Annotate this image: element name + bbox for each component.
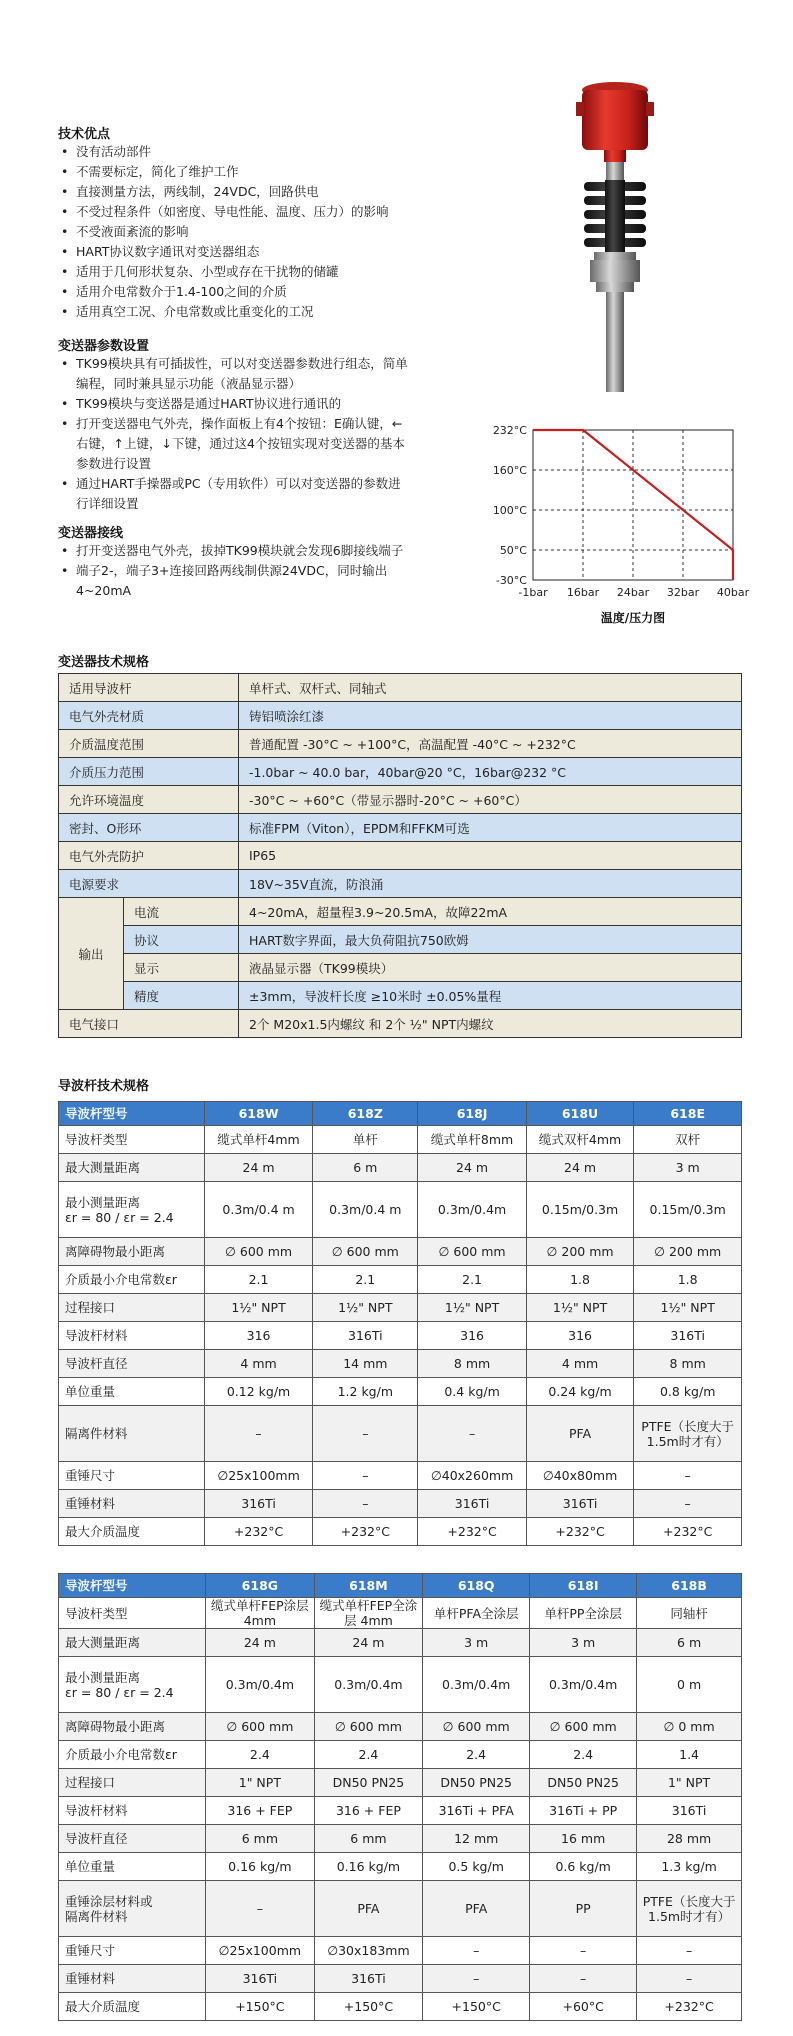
spec-output-row <box>59 926 742 954</box>
guide-cell: 单杆 <box>313 1126 418 1154</box>
guide-cell: 8 mm <box>418 1350 526 1378</box>
guide-cell: 24 m <box>526 1154 634 1182</box>
guide-cell: 2.4 <box>314 1741 423 1769</box>
guide-cell: +232°C <box>418 1518 526 1546</box>
guide-row <box>59 1490 742 1518</box>
guide-cell: 6 mm <box>314 1825 423 1853</box>
spec-value: IP65 <box>239 842 742 870</box>
guide-cell: 双杆 <box>634 1126 742 1154</box>
guide-row <box>59 1154 742 1182</box>
guide-cell: 0.15m/0.3m <box>526 1182 634 1238</box>
guide-cell: 0.3m/0.4 m <box>204 1182 312 1238</box>
guide-model-header: 618B <box>637 1574 742 1598</box>
guide-header-label: 导波杆型号 <box>59 1574 206 1598</box>
guide-cell: 0.3m/0.4m <box>423 1657 530 1713</box>
guide-cell: – <box>204 1406 312 1462</box>
guide-cell: +232°C <box>637 1993 742 2021</box>
guide-cell: +232°C <box>313 1518 418 1546</box>
guide-cell: ∅ 200 mm <box>526 1238 634 1266</box>
chart-x-tick-label: 24bar <box>616 586 650 599</box>
spec-row <box>59 730 742 758</box>
param-item: • TK99模块与变送器是通过HART协议进行通讯的 <box>58 394 408 414</box>
guide-cell: 4 mm <box>526 1350 634 1378</box>
guide-cell: ∅ 0 mm <box>637 1713 742 1741</box>
guide-row-label: 导波杆类型 <box>59 1126 205 1154</box>
guide-cell: 缆式双杆4mm <box>526 1126 634 1154</box>
guide-cell: 1.3 kg/m <box>637 1853 742 1881</box>
temp-pressure-chart <box>465 420 750 630</box>
guide-cell: ∅ 600 mm <box>423 1713 530 1741</box>
spec-key: 协议 <box>124 926 239 954</box>
guide-cell: 单杆PFA全涂层 <box>423 1598 530 1629</box>
guide-cell: – <box>423 1937 530 1965</box>
guide-cell: – <box>637 1965 742 1993</box>
guide-cell: 24 m <box>418 1154 526 1182</box>
guide-cell: 24 m <box>206 1629 315 1657</box>
guide-cell: 0.3m/0.4m <box>206 1657 315 1713</box>
guide-cell: 316Ti <box>313 1322 418 1350</box>
spec-value: -1.0bar ~ 40.0 bar，40bar@20 °C，16bar@232 °C <box>239 758 742 786</box>
guide-cell: PFA <box>526 1406 634 1462</box>
spec-value: 铸铝喷涂红漆 <box>239 702 742 730</box>
guide-row-label: 最大介质温度 <box>59 1993 206 2021</box>
guide-cell: ∅ 600 mm <box>418 1238 526 1266</box>
guide-cell: ∅ 200 mm <box>634 1238 742 1266</box>
spec-key: 允许环境温度 <box>59 786 239 814</box>
guide-row <box>59 1993 742 2021</box>
guide-cell: PP <box>530 1881 637 1937</box>
spec-value: 标准FPM（Viton），EPDM和FFKM可选 <box>239 814 742 842</box>
spec-key: 显示 <box>124 954 239 982</box>
chart-x-tick-label: 32bar <box>666 586 700 599</box>
guide-row-label: 重锤涂层材料或 隔离件材料 <box>59 1881 206 1937</box>
spec-key: 密封、O形环 <box>59 814 239 842</box>
spec-value: 2个 M20x1.5内螺纹 和 2个 ½" NPT内螺纹 <box>239 1010 742 1038</box>
param-item: • TK99模块具有可插拔性，可以对变送器参数进行组态，简单编程，同时兼具显示功能（液晶显示器） <box>58 354 408 394</box>
guide-cell: 316Ti <box>634 1322 742 1350</box>
guide-cell: – <box>530 1965 637 1993</box>
guide-cell: 2.4 <box>530 1741 637 1769</box>
guide-cell: 316Ti <box>418 1490 526 1518</box>
guide-row <box>59 1182 742 1238</box>
guide-cell: 16 mm <box>530 1825 637 1853</box>
guide-cell: – <box>206 1881 315 1937</box>
chart-y-tick-label: 232°C <box>492 424 527 437</box>
spec-output-row <box>59 982 742 1010</box>
guide-cell: 1.4 <box>637 1741 742 1769</box>
guide-cell: +150°C <box>423 1993 530 2021</box>
guide-cell: 0.3m/0.4m <box>418 1182 526 1238</box>
spec-row <box>59 842 742 870</box>
guide-row-label: 重锤材料 <box>59 1490 205 1518</box>
guide-cell: PTFE（长度大于1.5m时才有） <box>634 1406 742 1462</box>
guide-model-header: 618Q <box>423 1574 530 1598</box>
guide-cell: 同轴杆 <box>637 1598 742 1629</box>
spec-row <box>59 674 742 702</box>
guide-row <box>59 1657 742 1713</box>
guide-cell: 0.16 kg/m <box>206 1853 315 1881</box>
guide-table-2 <box>58 1573 742 2021</box>
guide-cell: 0.3m/0.4m <box>314 1657 423 1713</box>
guide-row-label: 单位重量 <box>59 1853 206 1881</box>
guide-row <box>59 1965 742 1993</box>
spec-table <box>58 673 742 1038</box>
guide-cell: PFA <box>314 1881 423 1937</box>
guide-cell: 1.8 <box>526 1266 634 1294</box>
guide-cell: 0.4 kg/m <box>418 1378 526 1406</box>
guide-cell: +150°C <box>206 1993 315 2021</box>
guide-row <box>59 1462 742 1490</box>
advantage-item: • 适用介电常数介于1.4-100之间的介质 <box>58 282 488 302</box>
guide-cell: 0 m <box>637 1657 742 1713</box>
guide-cell: 316Ti + PFA <box>423 1797 530 1825</box>
spec-value: -30°C ~ +60°C（带显示器时-20°C ~ +60°C） <box>239 786 742 814</box>
advantage-item: • 直接测量方法，两线制，24VDC，回路供电 <box>58 182 488 202</box>
guide-cell: 28 mm <box>637 1825 742 1853</box>
spec-row <box>59 786 742 814</box>
spec-output-row <box>59 954 742 982</box>
spec-row <box>59 702 742 730</box>
product-image <box>560 80 670 400</box>
guide-row <box>59 1378 742 1406</box>
guide-cell: 6 mm <box>206 1825 315 1853</box>
chart-y-tick-label: 100°C <box>492 504 527 517</box>
spec-value: 普通配置 -30°C ~ +100°C，高温配置 -40°C ~ +232°C <box>239 730 742 758</box>
guide-cell: 12 mm <box>423 1825 530 1853</box>
guide-cell: ∅ 600 mm <box>206 1713 315 1741</box>
spec-key: 电气接口 <box>59 1010 239 1038</box>
guide-header-label: 导波杆型号 <box>59 1102 205 1126</box>
guide-row <box>59 1598 742 1629</box>
spec-value: 液晶显示器（TK99模块） <box>239 954 742 982</box>
spec-value: 18V~35V直流，防浪涌 <box>239 870 742 898</box>
guide-cell: 316 <box>526 1322 634 1350</box>
guide-row-label: 介质最小介电常数εr <box>59 1741 206 1769</box>
guide-cell: ∅40x80mm <box>526 1462 634 1490</box>
guide-cell: 0.6 kg/m <box>530 1853 637 1881</box>
guide-cell: – <box>313 1490 418 1518</box>
guide-cell: ∅ 600 mm <box>314 1713 423 1741</box>
guide-row <box>59 1769 742 1797</box>
spec-key: 电流 <box>124 898 239 926</box>
params-list <box>58 354 408 514</box>
guide-cell: 0.16 kg/m <box>314 1853 423 1881</box>
param-item: • 打开变送器电气外壳，操作面板上有4个按钮：E确认键，←右键，↑上键，↓下键，通过这4个按钮实现对变送器的基本参数进行设置 <box>58 414 408 474</box>
guide-row-label: 最大测量距离 <box>59 1154 205 1182</box>
guide-cell: 3 m <box>423 1629 530 1657</box>
guide-row <box>59 1713 742 1741</box>
guide-header-row <box>59 1102 742 1126</box>
guide-cell: – <box>634 1490 742 1518</box>
guide-cell: 316 + FEP <box>206 1797 315 1825</box>
chart-x-tick-label: 40bar <box>716 586 750 599</box>
guide-row <box>59 1238 742 1266</box>
guide-cell: 316Ti <box>314 1965 423 1993</box>
guide-cell: ∅25x100mm <box>206 1937 315 1965</box>
wiring-title: 变送器接线 <box>58 526 124 541</box>
spec-key: 电源要求 <box>59 870 239 898</box>
guide-table-1 <box>58 1101 742 1546</box>
spec-value: ±3mm，导波杆长度 ≥10米时 ±0.05%量程 <box>239 982 742 1010</box>
guide-cell: 0.3m/0.4 m <box>313 1182 418 1238</box>
wiring-list <box>58 541 408 601</box>
guide-row <box>59 1741 742 1769</box>
spec-value: 4~20mA，超量程3.9~20.5mA，故障22mA <box>239 898 742 926</box>
advantage-item: • 没有活动部件 <box>58 142 488 162</box>
guide-cell: 1½" NPT <box>313 1294 418 1322</box>
guide-row <box>59 1322 742 1350</box>
spec-key: 介质压力范围 <box>59 758 239 786</box>
guide-row <box>59 1406 742 1462</box>
guide-cell: 14 mm <box>313 1350 418 1378</box>
guide-model-header: 618G <box>206 1574 315 1598</box>
guide-row-label: 隔离件材料 <box>59 1406 205 1462</box>
guide-cell: 0.5 kg/m <box>423 1853 530 1881</box>
guide-row-label: 过程接口 <box>59 1769 206 1797</box>
guide-row-label: 单位重量 <box>59 1378 205 1406</box>
guide-cell: – <box>313 1462 418 1490</box>
advantages-list <box>58 142 488 322</box>
guide-cell: 24 m <box>314 1629 423 1657</box>
guide-cell: 316 <box>204 1322 312 1350</box>
guide-model-header: 618Z <box>313 1102 418 1126</box>
guide-cell: ∅ 600 mm <box>204 1238 312 1266</box>
guide-cell: 6 m <box>313 1154 418 1182</box>
spec-row <box>59 870 742 898</box>
guide-cell: PFA <box>423 1881 530 1937</box>
guide-row-label: 最小测量距离 εr = 80 / εr = 2.4 <box>59 1182 205 1238</box>
guide-cell: 1½" NPT <box>204 1294 312 1322</box>
guide-cell: 1" NPT <box>637 1769 742 1797</box>
guide-row <box>59 1825 742 1853</box>
guide-row-label: 最小测量距离 εr = 80 / εr = 2.4 <box>59 1657 206 1713</box>
guide-title: 导波杆技术规格 <box>58 1079 150 1094</box>
guide-cell: – <box>637 1937 742 1965</box>
guide-row-label: 重锤尺寸 <box>59 1937 206 1965</box>
guide-cell: 8 mm <box>634 1350 742 1378</box>
guide-cell: DN50 PN25 <box>423 1769 530 1797</box>
advantage-item: • 适用于几何形状复杂、小型或存在干扰物的储罐 <box>58 262 488 282</box>
guide-model-header: 618U <box>526 1102 634 1126</box>
spec-key: 介质温度范围 <box>59 730 239 758</box>
spec-value: HART数字界面，最大负荷阻抗750欧姆 <box>239 926 742 954</box>
guide-row-label: 重锤尺寸 <box>59 1462 205 1490</box>
guide-cell: 316Ti + PP <box>530 1797 637 1825</box>
guide-cell: 缆式单杆8mm <box>418 1126 526 1154</box>
wiring-item: • 端子2-，端子3+连接回路两线制供源24VDC，同时输出4~20mA <box>58 561 408 601</box>
guide-cell: 1½" NPT <box>526 1294 634 1322</box>
guide-cell: +60°C <box>530 1993 637 2021</box>
chart-svg <box>465 420 750 630</box>
guide-cell: 3 m <box>530 1629 637 1657</box>
guide-cell: 1.2 kg/m <box>313 1378 418 1406</box>
guide-cell: 1½" NPT <box>418 1294 526 1322</box>
guide-cell: 缆式单杆FEP涂层 4mm <box>206 1598 315 1629</box>
guide-row <box>59 1797 742 1825</box>
guide-row <box>59 1126 742 1154</box>
guide-cell: 0.15m/0.3m <box>634 1182 742 1238</box>
guide-row-label: 导波杆材料 <box>59 1322 205 1350</box>
guide-row-label: 离障碍物最小距离 <box>59 1238 205 1266</box>
guide-cell: 24 m <box>204 1154 312 1182</box>
guide-row <box>59 1937 742 1965</box>
guide-cell: 316 + FEP <box>314 1797 423 1825</box>
guide-cell: 6 m <box>637 1629 742 1657</box>
spec-row <box>59 758 742 786</box>
guide-row <box>59 1350 742 1378</box>
guide-row-label: 导波杆直径 <box>59 1350 205 1378</box>
advantages-title: 技术优点 <box>58 127 111 142</box>
spec-row <box>59 814 742 842</box>
guide-row-label: 介质最小介电常数εr <box>59 1266 205 1294</box>
guide-row <box>59 1881 742 1937</box>
spec-row <box>59 1010 742 1038</box>
guide-row-label: 重锤材料 <box>59 1965 206 1993</box>
guide-cell: 2.1 <box>313 1266 418 1294</box>
spec-key: 适用导波杆 <box>59 674 239 702</box>
guide-header-row <box>59 1574 742 1598</box>
guide-cell: +232°C <box>634 1518 742 1546</box>
guide-row <box>59 1853 742 1881</box>
guide-cell: 2.1 <box>418 1266 526 1294</box>
param-item: • 通过HART手操器或PC（专用软件）可以对变送器的参数进行详细设置 <box>58 474 408 514</box>
advantage-item: • 不受过程条件（如密度、导电性能、温度、压力）的影响 <box>58 202 488 222</box>
wiring-item: • 打开变送器电气外壳，拔掉TK99模块就会发现6脚接线端子 <box>58 541 408 561</box>
advantage-item: • 适用真空工况、介电常数或比重变化的工况 <box>58 302 488 322</box>
spec-output-row <box>59 898 742 926</box>
guide-cell: 0.3m/0.4m <box>530 1657 637 1713</box>
guide-cell: 缆式单杆4mm <box>204 1126 312 1154</box>
guide-row <box>59 1518 742 1546</box>
guide-cell: 316Ti <box>204 1490 312 1518</box>
guide-cell: 缆式单杆FEP全涂层 4mm <box>314 1598 423 1629</box>
guide-cell: 单杆PP全涂层 <box>530 1598 637 1629</box>
guide-cell: 1.8 <box>634 1266 742 1294</box>
chart-x-tick-label: -1bar <box>518 586 548 599</box>
guide-cell: ∅40x260mm <box>418 1462 526 1490</box>
guide-cell: ∅ 600 mm <box>530 1713 637 1741</box>
guide-cell: +232°C <box>204 1518 312 1546</box>
guide-cell: 1½" NPT <box>634 1294 742 1322</box>
guide-model-header: 618I <box>530 1574 637 1598</box>
guide-cell: ∅30x183mm <box>314 1937 423 1965</box>
guide-cell: 3 m <box>634 1154 742 1182</box>
guide-row-label: 导波杆类型 <box>59 1598 206 1629</box>
spec-key: 电气外壳材质 <box>59 702 239 730</box>
params-title: 变送器参数设置 <box>58 339 150 354</box>
guide-row <box>59 1629 742 1657</box>
guide-cell: – <box>418 1406 526 1462</box>
chart-y-tick-label: 160°C <box>492 464 527 477</box>
guide-row <box>59 1266 742 1294</box>
spec-output-group: 输出 <box>59 898 124 1010</box>
guide-model-header: 618W <box>204 1102 312 1126</box>
guide-cell: DN50 PN25 <box>314 1769 423 1797</box>
guide-cell: – <box>313 1406 418 1462</box>
guide-cell: 2.4 <box>206 1741 315 1769</box>
chart-title: 温度/压力图 <box>600 611 666 625</box>
guide-row-label: 最大介质温度 <box>59 1518 205 1546</box>
advantage-item: • 不受液面紊流的影响 <box>58 222 488 242</box>
guide-cell: 1" NPT <box>206 1769 315 1797</box>
guide-cell: 2.4 <box>423 1741 530 1769</box>
guide-row-label: 最大测量距离 <box>59 1629 206 1657</box>
guide-cell: 316Ti <box>526 1490 634 1518</box>
guide-cell: 316 <box>418 1322 526 1350</box>
guide-model-header: 618M <box>314 1574 423 1598</box>
guide-cell: 316Ti <box>637 1797 742 1825</box>
guide-model-header: 618J <box>418 1102 526 1126</box>
guide-cell: PTFE（长度大于1.5m时才有） <box>637 1881 742 1937</box>
guide-cell: ∅25x100mm <box>204 1462 312 1490</box>
chart-y-tick-label: -30°C <box>495 574 527 587</box>
guide-row-label: 导波杆直径 <box>59 1825 206 1853</box>
guide-row <box>59 1294 742 1322</box>
spec-key: 精度 <box>124 982 239 1010</box>
guide-row-label: 过程接口 <box>59 1294 205 1322</box>
spec-key: 电气外壳防护 <box>59 842 239 870</box>
guide-cell: – <box>423 1965 530 1993</box>
guide-cell: ∅ 600 mm <box>313 1238 418 1266</box>
guide-cell: +150°C <box>314 1993 423 2021</box>
guide-cell: 0.12 kg/m <box>204 1378 312 1406</box>
advantage-item: • HART协议数字通讯对变送器组态 <box>58 242 488 262</box>
guide-cell: 2.1 <box>204 1266 312 1294</box>
guide-row-label: 导波杆材料 <box>59 1797 206 1825</box>
chart-x-tick-label: 16bar <box>566 586 600 599</box>
guide-cell: 0.8 kg/m <box>634 1378 742 1406</box>
spec-value: 单杆式、双杆式、同轴式 <box>239 674 742 702</box>
guide-cell: – <box>634 1462 742 1490</box>
guide-cell: 4 mm <box>204 1350 312 1378</box>
spec-title: 变送器技术规格 <box>58 655 150 670</box>
guide-cell: – <box>530 1937 637 1965</box>
guide-row-label: 离障碍物最小距离 <box>59 1713 206 1741</box>
advantage-item: • 不需要标定，简化了维护工作 <box>58 162 488 182</box>
guide-cell: +232°C <box>526 1518 634 1546</box>
guide-cell: 316Ti <box>206 1965 315 1993</box>
guide-cell: DN50 PN25 <box>530 1769 637 1797</box>
guide-cell: 0.24 kg/m <box>526 1378 634 1406</box>
guide-model-header: 618E <box>634 1102 742 1126</box>
chart-y-tick-label: 50°C <box>499 544 527 557</box>
